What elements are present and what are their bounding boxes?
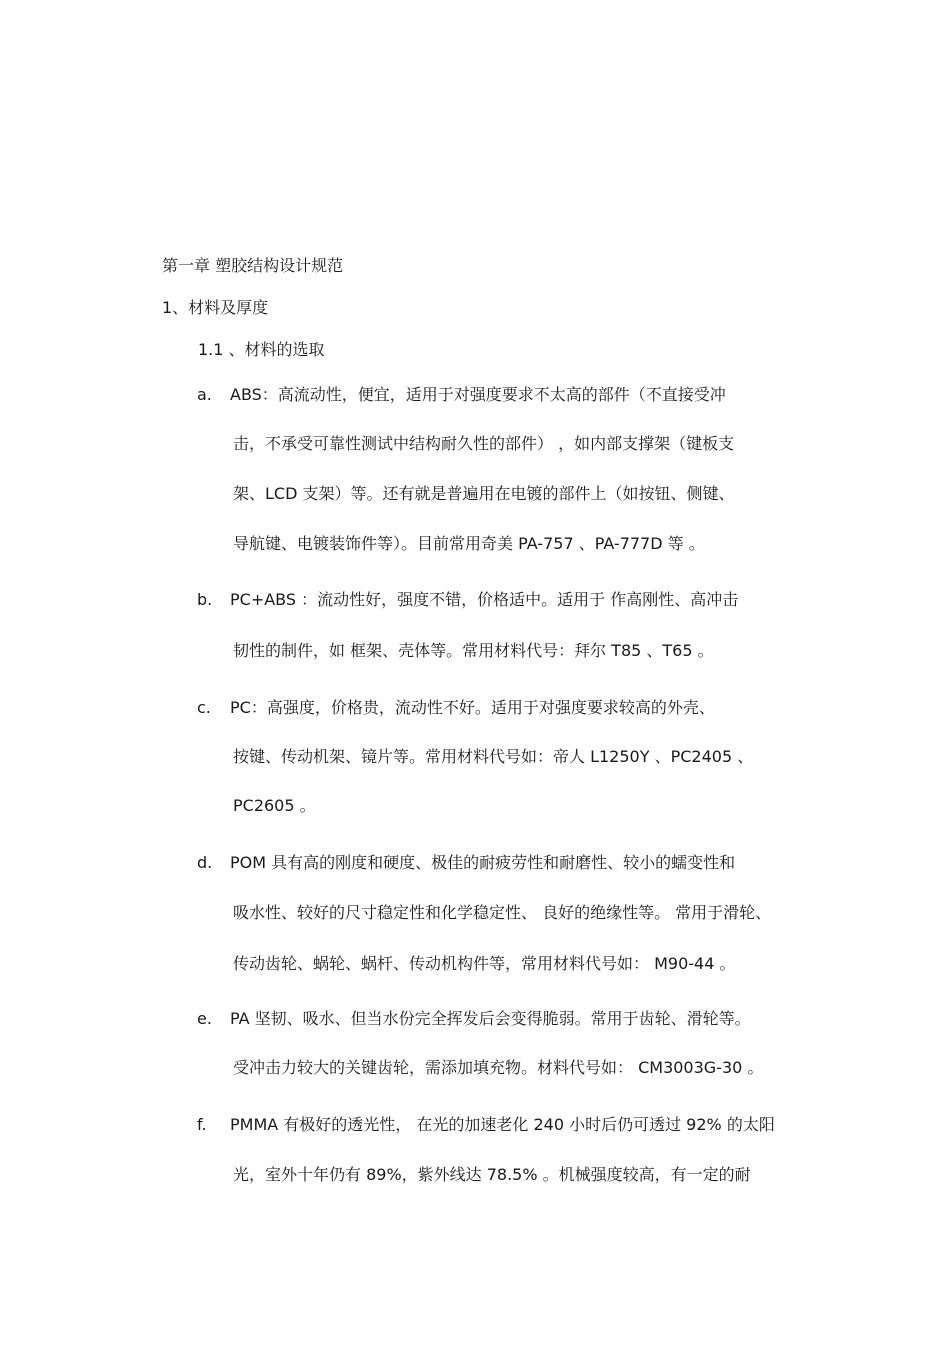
item-c-line-2: 按键、传动机架、镜片等。常用材料代号如：帝人 L1250Y 、PC2405 、 bbox=[233, 747, 754, 766]
subsection-title: 1.1 、材料的选取 bbox=[198, 340, 325, 359]
item-d-line-2: 吸水性、较好的尺寸稳定性和化学稳定性、 良好的绝缘性等。 常用于滑轮、 bbox=[233, 903, 772, 922]
item-f-marker: f. bbox=[197, 1115, 207, 1134]
item-b-line-2: 韧性的制件，如 框架、壳体等。常用材料代号：拜尔 T85 、T65 。 bbox=[233, 641, 714, 660]
item-a-line-1: ABS：高流动性，便宜，适用于对强度要求不太高的部件（不直接受冲 bbox=[230, 385, 726, 404]
item-e-marker: e. bbox=[197, 1009, 212, 1028]
item-c-marker: c. bbox=[197, 698, 211, 717]
item-d-line-3: 传动齿轮、蜗轮、蜗杆、传动机构件等，常用材料代号如： M90-44 。 bbox=[233, 954, 736, 973]
item-e-line-2: 受冲击力较大的关键齿轮，需添加填充物。材料代号如： CM3003G-30 。 bbox=[233, 1058, 764, 1077]
item-d-line-1: POM 具有高的刚度和硬度、极佳的耐疲劳性和耐磨性、较小的蠕变性和 bbox=[230, 853, 736, 872]
item-a-marker: a. bbox=[197, 385, 212, 404]
item-b-marker: b. bbox=[197, 590, 213, 609]
item-b-line-1: PC+ABS ：流动性好，强度不错，价格适中。适用于 作高刚性、高冲击 bbox=[230, 590, 739, 609]
item-c-line-3: PC2605 。 bbox=[233, 796, 316, 815]
item-a-line-3: 架、LCD 支架）等。还有就是普遍用在电镀的部件上（如按钮、侧键、 bbox=[233, 484, 735, 503]
item-d-marker: d. bbox=[197, 853, 213, 872]
item-a-line-2: 击，不承受可靠性测试中结构耐久性的部件） ，如内部支撑架（键板支 bbox=[233, 434, 735, 453]
section-title: 1、材料及厚度 bbox=[162, 298, 269, 317]
chapter-title: 第一章 塑胶结构设计规范 bbox=[162, 256, 344, 275]
item-a-line-4: 导航键、电镀装饰件等）。目前常用奇美 PA-757 、PA-777D 等 。 bbox=[233, 534, 705, 553]
item-f-line-1: PMMA 有极好的透光性， 在光的加速老化 240 小时后仍可透过 92% 的太阳 bbox=[230, 1115, 775, 1134]
item-e-line-1: PA 坚韧、吸水、但当水份完全挥发后会变得脆弱。常用于齿轮、滑轮等。 bbox=[230, 1009, 751, 1028]
item-c-line-1: PC：高强度，价格贵，流动性不好。适用于对强度要求较高的外壳、 bbox=[230, 698, 715, 717]
item-f-line-2: 光，室外十年仍有 89%，紫外线达 78.5% 。机械强度较高，有一定的耐 bbox=[233, 1165, 751, 1184]
